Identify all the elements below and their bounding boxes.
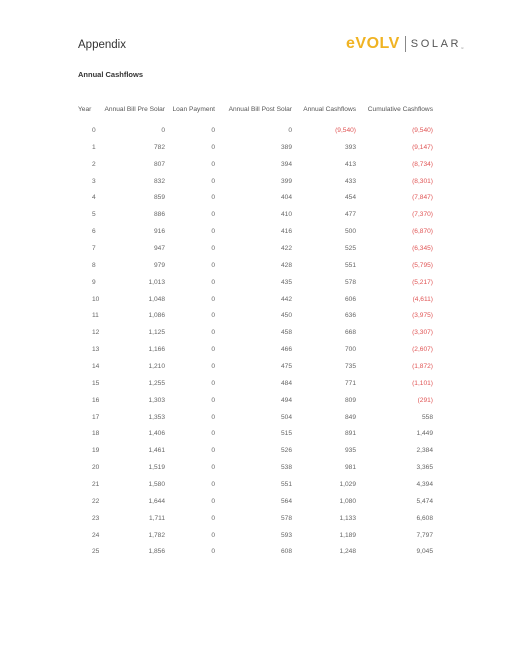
annual-cashflow-cell: 1,133 [339,514,356,522]
table-row [78,510,433,527]
evolv-solar-logo [346,35,464,53]
cashflow-table [78,96,433,560]
bill-post-solar-cell: 422 [280,244,292,252]
bill-post-solar-cell: 475 [280,362,292,370]
annual-cashflow-cell: 578 [344,278,356,286]
page-title: Appendix [78,39,126,51]
bill-post-solar-cell: 466 [280,346,292,354]
table-row [78,122,433,139]
table-row [78,274,433,291]
table-row [78,223,433,240]
year-cell: 4 [92,194,96,202]
table-row [78,189,433,206]
year-cell: 3 [92,177,96,185]
annual-cashflow-cell: (9,540) [335,126,356,134]
bill-pre-solar-cell: 832 [153,177,165,185]
table-row [78,240,433,257]
table-row [78,307,433,324]
loan-payment-cell: 0 [211,194,215,202]
annual-cashflow-cell: 606 [344,295,356,303]
cumulative-cashflow-cell: (7,370) [412,211,433,219]
annual-cashflow-cell: 1,248 [339,548,356,556]
bill-post-solar-cell: 399 [280,177,292,185]
year-cell: 12 [92,329,100,337]
column-header-annual-cashflows: Annual Cashflows [303,105,356,113]
year-cell: 10 [92,295,100,303]
bill-post-solar-cell: 494 [280,396,292,404]
table-row [78,375,433,392]
table-row [78,409,433,426]
table-row [78,442,433,459]
loan-payment-cell: 0 [211,312,215,320]
annual-cashflow-cell: 1,080 [339,497,356,505]
bill-post-solar-cell: 416 [280,228,292,236]
loan-payment-cell: 0 [211,329,215,337]
loan-payment-cell: 0 [211,211,215,219]
year-cell: 20 [92,464,100,472]
loan-payment-cell: 0 [211,548,215,556]
bill-post-solar-cell: 389 [280,143,292,151]
loan-payment-cell: 0 [211,464,215,472]
table-row [78,425,433,442]
annual-cashflow-cell: 668 [344,329,356,337]
table-row [78,291,433,308]
loan-payment-cell: 0 [211,447,215,455]
bill-pre-solar-cell: 1,086 [148,312,165,320]
annual-cashflow-cell: 477 [344,211,356,219]
year-cell: 24 [92,531,100,539]
bill-post-solar-cell: 504 [280,413,292,421]
year-cell: 23 [92,514,100,522]
table-row [78,459,433,476]
table-row [78,493,433,510]
table-row [78,324,433,341]
cumulative-cashflow-cell: 558 [421,413,433,421]
bill-pre-solar-cell: 1,580 [148,480,165,488]
loan-payment-cell: 0 [211,346,215,354]
cumulative-cashflow-cell: 7,797 [416,531,433,539]
cumulative-cashflow-cell: (4,611) [412,295,433,303]
bill-post-solar-cell: 593 [280,531,292,539]
year-cell: 9 [92,278,96,286]
table-row [78,257,433,274]
table-header-row [78,96,433,122]
bill-pre-solar-cell: 1,519 [148,464,165,472]
table-row [78,173,433,190]
bill-pre-solar-cell: 1,353 [148,413,165,421]
bill-post-solar-cell: 442 [280,295,292,303]
bill-pre-solar-cell: 1,406 [148,430,165,438]
loan-payment-cell: 0 [211,278,215,286]
annual-cashflow-cell: 700 [344,346,356,354]
bill-post-solar-cell: 484 [280,379,292,387]
annual-cashflow-cell: 735 [344,362,356,370]
cumulative-cashflow-cell: 4,394 [416,480,433,488]
annual-cashflow-cell: 771 [344,379,356,387]
cumulative-cashflow-cell: (2,607) [412,346,433,354]
year-cell: 19 [92,447,100,455]
year-cell: 18 [92,430,100,438]
bill-post-solar-cell: 564 [280,497,292,505]
column-header-cumulative-cashflows: Cumulative Cashflows [367,105,433,113]
annual-cashflow-cell: 433 [344,177,356,185]
year-cell: 16 [92,396,100,404]
year-cell: 25 [92,548,100,556]
annual-cashflow-cell: 891 [344,430,356,438]
year-cell: 11 [92,312,99,320]
cumulative-cashflow-cell: (5,795) [412,261,433,269]
loan-payment-cell: 0 [211,261,215,269]
cumulative-cashflow-cell: (8,734) [412,160,433,168]
loan-payment-cell: 0 [211,362,215,370]
bill-pre-solar-cell: 1,782 [148,531,165,539]
year-cell: 0 [92,126,96,134]
year-cell: 17 [92,413,100,421]
logo-divider [405,36,406,52]
cumulative-cashflow-cell: (3,307) [412,329,433,337]
section-title: Annual Cashflows [78,70,144,79]
table-row [78,476,433,493]
bill-pre-solar-cell: 1,644 [148,497,165,505]
loan-payment-cell: 0 [211,143,215,151]
cumulative-cashflow-cell: 6,608 [416,514,433,522]
bill-pre-solar-cell: 1,166 [148,346,165,354]
bill-pre-solar-cell: 1,711 [148,514,165,522]
annual-cashflow-cell: 1,029 [339,480,356,488]
annual-cashflow-cell: 636 [344,312,356,320]
cumulative-cashflow-cell: (7,847) [412,194,433,202]
bill-pre-solar-cell: 1,255 [148,379,165,387]
bill-pre-solar-cell: 1,048 [148,295,165,303]
loan-payment-cell: 0 [211,480,215,488]
bill-post-solar-cell: 538 [280,464,292,472]
loan-payment-cell: 0 [211,497,215,505]
column-header-bill-pre-solar: Annual Bill Pre Solar [104,105,165,113]
loan-payment-cell: 0 [211,244,215,252]
year-cell: 8 [92,261,96,269]
bill-post-solar-cell: 404 [280,194,292,202]
loan-payment-cell: 0 [211,379,215,387]
table-row [78,156,433,173]
bill-pre-solar-cell: 859 [153,194,165,202]
bill-post-solar-cell: 526 [280,447,292,455]
cumulative-cashflow-cell: (1,872) [412,362,433,370]
bill-post-solar-cell: 608 [280,548,292,556]
table-row [78,527,433,544]
loan-payment-cell: 0 [211,295,215,303]
bill-pre-solar-cell: 0 [161,126,165,134]
cumulative-cashflow-cell: (8,301) [412,177,433,185]
cumulative-cashflow-cell: (291) [417,396,433,404]
cumulative-cashflow-cell: (6,870) [412,228,433,236]
table-row [78,392,433,409]
bill-pre-solar-cell: 782 [153,143,165,151]
cumulative-cashflow-cell: (5,217) [412,278,433,286]
column-header-year: Year [78,105,92,113]
loan-payment-cell: 0 [211,430,215,438]
bill-post-solar-cell: 515 [280,430,292,438]
annual-cashflow-cell: 454 [344,194,356,202]
bill-pre-solar-cell: 1,461 [148,447,165,455]
cumulative-cashflow-cell: (6,345) [412,244,433,252]
annual-cashflow-cell: 849 [344,413,356,421]
annual-cashflow-cell: 981 [344,464,356,472]
loan-payment-cell: 0 [211,177,215,185]
annual-cashflow-cell: 551 [344,261,356,269]
column-header-bill-post-solar: Annual Bill Post Solar [228,105,292,113]
bill-post-solar-cell: 428 [280,261,292,269]
bill-pre-solar-cell: 916 [153,228,165,236]
loan-payment-cell: 0 [211,413,215,421]
table-body [78,122,433,560]
annual-cashflow-cell: 393 [344,143,356,151]
year-cell: 22 [92,497,100,505]
bill-pre-solar-cell: 1,303 [148,396,165,404]
annual-cashflow-cell: 413 [344,160,356,168]
bill-post-solar-cell: 435 [280,278,292,286]
year-cell: 13 [92,346,100,354]
bill-pre-solar-cell: 1,856 [148,548,165,556]
table-row [78,543,433,560]
table-row [78,206,433,223]
bill-pre-solar-cell: 979 [153,261,165,269]
year-cell: 2 [92,160,96,168]
bill-post-solar-cell: 394 [280,160,292,168]
bill-pre-solar-cell: 1,013 [148,278,165,286]
bill-post-solar-cell: 410 [280,211,292,219]
loan-payment-cell: 0 [211,160,215,168]
cumulative-cashflow-cell: 2,384 [416,447,433,455]
cumulative-cashflow-cell: (3,975) [412,312,433,320]
cumulative-cashflow-cell: (9,540) [412,126,433,134]
bill-pre-solar-cell: 1,125 [148,329,165,337]
year-cell: 21 [92,480,100,488]
bill-post-solar-cell: 450 [280,312,292,320]
year-cell: 6 [92,228,96,236]
loan-payment-cell: 0 [211,126,215,134]
bill-post-solar-cell: 0 [288,126,292,134]
year-cell: 14 [92,362,100,370]
bill-pre-solar-cell: 807 [153,160,165,168]
cumulative-cashflow-cell: 3,365 [416,464,433,472]
bill-pre-solar-cell: 947 [153,244,165,252]
annual-cashflow-cell: 1,189 [339,531,356,539]
loan-payment-cell: 0 [211,531,215,539]
loan-payment-cell: 0 [211,514,215,522]
annual-cashflow-cell: 935 [344,447,356,455]
annual-cashflow-cell: 809 [344,396,356,404]
table-row [78,139,433,156]
loan-payment-cell: 0 [211,396,215,404]
bill-post-solar-cell: 551 [280,480,292,488]
logo-trademark: llc [461,46,464,50]
cumulative-cashflow-cell: 5,474 [416,497,433,505]
bill-pre-solar-cell: 886 [153,211,165,219]
cumulative-cashflow-cell: (9,147) [412,143,433,151]
bill-pre-solar-cell: 1,210 [148,362,165,370]
bill-post-solar-cell: 578 [280,514,292,522]
column-header-loan-payment: Loan Payment [172,105,215,113]
table-row [78,358,433,375]
year-cell: 5 [92,211,96,219]
annual-cashflow-cell: 525 [344,244,356,252]
year-cell: 7 [92,244,96,252]
year-cell: 1 [92,143,96,151]
year-cell: 15 [92,379,100,387]
cumulative-cashflow-cell: 1,449 [416,430,433,438]
cumulative-cashflow-cell: 9,045 [416,548,433,556]
table-row [78,341,433,358]
logo-product: SOLAR [410,37,462,50]
loan-payment-cell: 0 [211,228,215,236]
cumulative-cashflow-cell: (1,101) [412,379,433,387]
logo-brand: eVOLV [346,35,400,52]
bill-post-solar-cell: 458 [280,329,292,337]
annual-cashflow-cell: 500 [344,228,356,236]
